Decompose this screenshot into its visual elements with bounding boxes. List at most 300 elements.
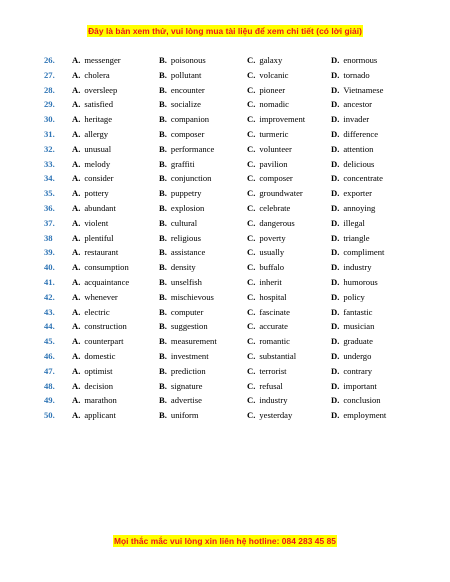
- question-row: [0, 277, 450, 292]
- option-letter: D.: [331, 128, 340, 139]
- option-letter: B.: [159, 158, 167, 169]
- option-d: [331, 351, 371, 361]
- option-word: industry: [259, 395, 288, 406]
- option-letter: C.: [247, 188, 256, 199]
- option-word: humorous: [343, 276, 378, 287]
- option-d: [331, 410, 386, 420]
- option-letter: D.: [331, 336, 340, 347]
- question-number: 38: [44, 232, 53, 243]
- option-d: [331, 85, 383, 95]
- question-number: 46.: [44, 350, 55, 361]
- option-c: [247, 129, 288, 139]
- option-c: [247, 55, 282, 65]
- option-word: poisonous: [170, 55, 206, 65]
- question-row: [0, 247, 450, 262]
- option-b: [159, 144, 214, 154]
- option-word: assistance: [170, 247, 206, 258]
- option-word: counterpart: [84, 336, 124, 347]
- question-number: 34.: [44, 173, 55, 184]
- option-letter: A.: [72, 99, 81, 110]
- option-letter: A.: [72, 188, 81, 199]
- option-c: [247, 366, 287, 376]
- option-letter: B.: [159, 232, 167, 243]
- option-d: [331, 144, 373, 154]
- option-d: [331, 129, 378, 139]
- option-letter: D.: [331, 410, 340, 421]
- question-row: [0, 366, 450, 381]
- option-b: [159, 336, 217, 346]
- option-d: [331, 114, 369, 124]
- option-b: [159, 381, 202, 391]
- option-word: religious: [170, 232, 201, 243]
- option-letter: D.: [331, 84, 340, 95]
- option-word: melody: [84, 158, 111, 169]
- option-word: allergy: [84, 128, 109, 139]
- option-word: attention: [343, 143, 374, 154]
- option-word: decision: [84, 380, 113, 391]
- option-letter: D.: [331, 321, 340, 332]
- option-letter: B.: [159, 395, 167, 406]
- option-letter: B.: [159, 188, 167, 199]
- option-c: [247, 321, 288, 331]
- option-c: [247, 99, 289, 109]
- option-c: [247, 203, 290, 213]
- option-letter: C.: [247, 99, 256, 110]
- option-letter: D.: [331, 365, 340, 376]
- option-letter: A.: [72, 143, 81, 154]
- option-word: construction: [84, 321, 127, 332]
- option-b: [159, 233, 201, 243]
- option-word: policy: [343, 291, 365, 302]
- option-d: [331, 233, 370, 243]
- option-b: [159, 410, 199, 420]
- option-word: measurement: [170, 336, 217, 347]
- option-d: [331, 55, 377, 65]
- option-word: difference: [343, 128, 379, 139]
- option-d: [331, 307, 372, 317]
- option-c: [247, 247, 284, 257]
- option-a: [72, 262, 129, 272]
- option-letter: B.: [159, 350, 167, 361]
- question-row: [0, 410, 450, 425]
- question-row: [0, 307, 450, 322]
- option-b: [159, 292, 214, 302]
- question-row: [0, 159, 450, 174]
- question-row: [0, 129, 450, 144]
- option-letter: D.: [331, 173, 340, 184]
- option-a: [72, 351, 115, 361]
- option-c: [247, 262, 284, 272]
- question-number: 36.: [44, 202, 55, 213]
- option-letter: A.: [72, 84, 81, 95]
- question-row: [0, 321, 450, 336]
- option-word: contrary: [343, 365, 372, 376]
- option-c: [247, 292, 287, 302]
- option-letter: D.: [331, 380, 340, 391]
- question-number: 28.: [44, 84, 55, 95]
- option-word: celebrate: [259, 202, 291, 213]
- hotline-text: Mọi thắc mắc vui lòng xin liên hệ hotline: 084 283 45 85: [113, 536, 336, 546]
- option-letter: C.: [247, 380, 256, 391]
- option-letter: B.: [159, 247, 167, 258]
- option-letter: C.: [247, 365, 256, 376]
- option-c: [247, 233, 286, 243]
- option-letter: A.: [72, 321, 81, 332]
- option-a: [72, 366, 113, 376]
- option-word: cholera: [84, 69, 110, 80]
- option-word: socialize: [170, 99, 201, 110]
- option-a: [72, 173, 113, 183]
- option-letter: D.: [331, 350, 340, 361]
- option-word: density: [170, 262, 196, 273]
- question-row: [0, 203, 450, 218]
- option-word: uniform: [170, 410, 199, 421]
- option-word: refusal: [259, 380, 283, 391]
- option-letter: C.: [247, 202, 256, 213]
- option-d: [331, 321, 374, 331]
- question-row: [0, 114, 450, 129]
- option-a: [72, 233, 113, 243]
- option-letter: B.: [159, 217, 167, 228]
- option-word: whenever: [84, 291, 118, 302]
- option-b: [159, 99, 201, 109]
- option-letter: A.: [72, 380, 81, 391]
- option-word: yesterday: [259, 410, 293, 421]
- option-b: [159, 395, 202, 405]
- option-c: [247, 307, 290, 317]
- option-word: domestic: [84, 350, 116, 361]
- question-row: [0, 351, 450, 366]
- option-a: [72, 129, 108, 139]
- option-word: oversleep: [84, 84, 118, 95]
- option-word: encounter: [170, 84, 205, 95]
- question-row: [0, 381, 450, 396]
- option-word: romantic: [259, 336, 290, 347]
- option-word: graduate: [343, 336, 373, 347]
- option-d: [331, 188, 372, 198]
- option-word: groundwater: [259, 188, 303, 199]
- option-word: marathon: [84, 395, 117, 406]
- option-word: improvement: [259, 114, 306, 125]
- option-word: terrorist: [259, 365, 287, 376]
- option-letter: D.: [331, 143, 340, 154]
- option-word: pollutant: [170, 69, 202, 80]
- option-word: fantastic: [343, 306, 373, 317]
- option-letter: A.: [72, 114, 81, 125]
- question-number: 26.: [44, 55, 55, 65]
- question-number: 47.: [44, 365, 55, 376]
- question-number: 33.: [44, 158, 55, 169]
- option-letter: A.: [72, 173, 81, 184]
- option-letter: C.: [247, 143, 256, 154]
- option-letter: C.: [247, 217, 256, 228]
- option-letter: A.: [72, 217, 81, 228]
- option-letter: C.: [247, 262, 256, 273]
- option-letter: C.: [247, 410, 256, 421]
- question-row: [0, 70, 450, 85]
- option-letter: B.: [159, 276, 167, 287]
- option-letter: D.: [331, 395, 340, 406]
- question-number: 29.: [44, 99, 55, 110]
- option-a: [72, 410, 116, 420]
- option-word: concentrate: [343, 173, 383, 184]
- option-c: [247, 410, 292, 420]
- option-d: [331, 336, 373, 346]
- option-letter: B.: [159, 55, 167, 65]
- option-d: [331, 247, 384, 257]
- option-c: [247, 381, 283, 391]
- option-letter: C.: [247, 291, 256, 302]
- question-list: [0, 55, 450, 425]
- option-letter: B.: [159, 143, 167, 154]
- question-number: 40.: [44, 262, 55, 273]
- option-c: [247, 144, 292, 154]
- option-a: [72, 55, 121, 65]
- option-word: unselfish: [170, 276, 202, 287]
- option-word: industry: [343, 262, 372, 273]
- option-letter: A.: [72, 262, 81, 273]
- option-letter: C.: [247, 336, 256, 347]
- option-b: [159, 173, 211, 183]
- option-word: signature: [170, 380, 203, 391]
- option-word: pottery: [84, 188, 109, 199]
- option-c: [247, 173, 293, 183]
- question-number: 32.: [44, 143, 55, 154]
- option-c: [247, 70, 288, 80]
- option-letter: B.: [159, 321, 167, 332]
- option-a: [72, 395, 117, 405]
- option-letter: C.: [247, 306, 256, 317]
- option-word: computer: [170, 306, 204, 317]
- option-b: [159, 70, 201, 80]
- option-letter: C.: [247, 350, 256, 361]
- option-letter: D.: [331, 188, 340, 199]
- option-word: volcanic: [259, 69, 289, 80]
- option-letter: D.: [331, 158, 340, 169]
- option-word: turmeric: [259, 128, 289, 139]
- option-word: pavilion: [259, 158, 288, 169]
- option-d: [331, 381, 377, 391]
- question-row: [0, 262, 450, 277]
- option-b: [159, 366, 206, 376]
- option-c: [247, 85, 285, 95]
- question-number: 44.: [44, 321, 55, 332]
- option-letter: A.: [72, 291, 81, 302]
- option-a: [72, 336, 124, 346]
- option-a: [72, 292, 118, 302]
- option-letter: A.: [72, 55, 81, 65]
- option-word: pioneer: [259, 84, 286, 95]
- option-letter: D.: [331, 306, 340, 317]
- option-letter: D.: [331, 202, 340, 213]
- question-number: 42.: [44, 291, 55, 302]
- option-word: usually: [259, 247, 285, 258]
- question-row: [0, 85, 450, 100]
- option-word: galaxy: [259, 55, 283, 65]
- question-number: 41.: [44, 276, 55, 287]
- option-word: messenger: [84, 55, 121, 65]
- option-word: volunteer: [259, 143, 292, 154]
- option-letter: D.: [331, 217, 340, 228]
- option-word: substantial: [259, 350, 297, 361]
- option-letter: B.: [159, 410, 167, 421]
- option-word: satisfied: [84, 99, 113, 110]
- preview-notice-text: Đây là bản xem thử, vui lòng mua tài liệu để xem chi tiết (có lời giải): [88, 26, 362, 36]
- option-word: musician: [343, 321, 375, 332]
- option-d: [331, 395, 381, 405]
- question-row: [0, 99, 450, 114]
- option-b: [159, 114, 209, 124]
- option-letter: C.: [247, 232, 256, 243]
- question-row: [0, 292, 450, 307]
- option-letter: A.: [72, 410, 81, 421]
- option-letter: B.: [159, 99, 167, 110]
- option-letter: D.: [331, 247, 340, 258]
- option-a: [72, 188, 109, 198]
- question-number: 30.: [44, 114, 55, 125]
- option-word: poverty: [259, 232, 286, 243]
- question-number: 37.: [44, 217, 55, 228]
- option-letter: C.: [247, 114, 256, 125]
- option-word: illegal: [343, 217, 365, 228]
- option-word: compliment: [343, 247, 385, 258]
- option-word: companion: [170, 114, 210, 125]
- option-word: conclusion: [343, 395, 381, 406]
- question-number: 39.: [44, 247, 55, 258]
- option-d: [331, 99, 372, 109]
- option-word: hospital: [259, 291, 287, 302]
- option-a: [72, 144, 111, 154]
- option-b: [159, 129, 204, 139]
- option-letter: B.: [159, 202, 167, 213]
- option-a: [72, 381, 113, 391]
- option-b: [159, 307, 203, 317]
- option-a: [72, 159, 110, 169]
- option-word: undergo: [343, 350, 372, 361]
- option-d: [331, 366, 372, 376]
- option-letter: C.: [247, 395, 256, 406]
- option-word: unusual: [84, 143, 112, 154]
- option-word: nomadic: [259, 99, 289, 110]
- question-row: [0, 395, 450, 410]
- hotline-banner: [0, 536, 450, 546]
- option-letter: C.: [247, 84, 256, 95]
- option-d: [331, 262, 372, 272]
- option-d: [331, 218, 365, 228]
- option-letter: B.: [159, 84, 167, 95]
- option-letter: C.: [247, 158, 256, 169]
- option-c: [247, 277, 282, 287]
- option-letter: C.: [247, 247, 256, 258]
- question-row: [0, 144, 450, 159]
- option-letter: D.: [331, 232, 340, 243]
- question-row: [0, 188, 450, 203]
- preview-notice-banner: [0, 26, 450, 36]
- option-a: [72, 114, 112, 124]
- option-word: invader: [343, 114, 370, 125]
- option-word: plentiful: [84, 232, 114, 243]
- option-letter: C.: [247, 55, 256, 65]
- option-word: buffalo: [259, 262, 285, 273]
- option-letter: B.: [159, 262, 167, 273]
- option-letter: C.: [247, 321, 256, 332]
- question-number: 31.: [44, 128, 55, 139]
- option-word: composer: [170, 128, 205, 139]
- option-word: investment: [170, 350, 209, 361]
- option-a: [72, 218, 108, 228]
- option-word: employment: [343, 410, 387, 421]
- option-letter: C.: [247, 69, 256, 80]
- question-row: [0, 218, 450, 233]
- option-word: prediction: [170, 365, 206, 376]
- option-a: [72, 307, 110, 317]
- option-d: [331, 173, 383, 183]
- option-a: [72, 70, 110, 80]
- option-letter: B.: [159, 69, 167, 80]
- option-b: [159, 262, 196, 272]
- question-number: 45.: [44, 336, 55, 347]
- option-letter: A.: [72, 232, 81, 243]
- question-row: [0, 173, 450, 188]
- option-word: inherit: [259, 276, 282, 287]
- option-d: [331, 203, 375, 213]
- option-c: [247, 188, 303, 198]
- option-letter: D.: [331, 291, 340, 302]
- option-letter: A.: [72, 365, 81, 376]
- question-number: 43.: [44, 306, 55, 317]
- option-word: ancestor: [343, 99, 372, 110]
- option-c: [247, 159, 288, 169]
- option-letter: D.: [331, 99, 340, 110]
- option-word: annoying: [343, 202, 376, 213]
- option-word: consumption: [84, 262, 129, 273]
- option-word: important: [343, 380, 377, 391]
- option-word: explosion: [170, 202, 205, 213]
- option-b: [159, 218, 197, 228]
- option-letter: A.: [72, 306, 81, 317]
- option-word: dangerous: [259, 217, 295, 228]
- option-b: [159, 321, 208, 331]
- option-b: [159, 351, 209, 361]
- option-letter: D.: [331, 114, 340, 125]
- question-number: 27.: [44, 69, 55, 80]
- option-letter: A.: [72, 202, 81, 213]
- option-word: conjunction: [170, 173, 212, 184]
- option-a: [72, 85, 117, 95]
- option-a: [72, 203, 116, 213]
- option-letter: A.: [72, 350, 81, 361]
- option-d: [331, 70, 370, 80]
- question-number: 48.: [44, 380, 55, 391]
- option-word: fascinate: [259, 306, 290, 317]
- option-letter: A.: [72, 336, 81, 347]
- option-word: abundant: [84, 202, 116, 213]
- option-c: [247, 114, 305, 124]
- question-number: 50.: [44, 410, 55, 421]
- option-letter: A.: [72, 158, 81, 169]
- option-letter: B.: [159, 291, 167, 302]
- option-word: optimist: [84, 365, 113, 376]
- option-word: accurate: [259, 321, 288, 332]
- option-d: [331, 277, 378, 287]
- option-a: [72, 99, 113, 109]
- option-letter: C.: [247, 128, 256, 139]
- option-letter: B.: [159, 128, 167, 139]
- option-letter: B.: [159, 173, 167, 184]
- option-letter: C.: [247, 276, 256, 287]
- option-c: [247, 351, 296, 361]
- option-d: [331, 292, 365, 302]
